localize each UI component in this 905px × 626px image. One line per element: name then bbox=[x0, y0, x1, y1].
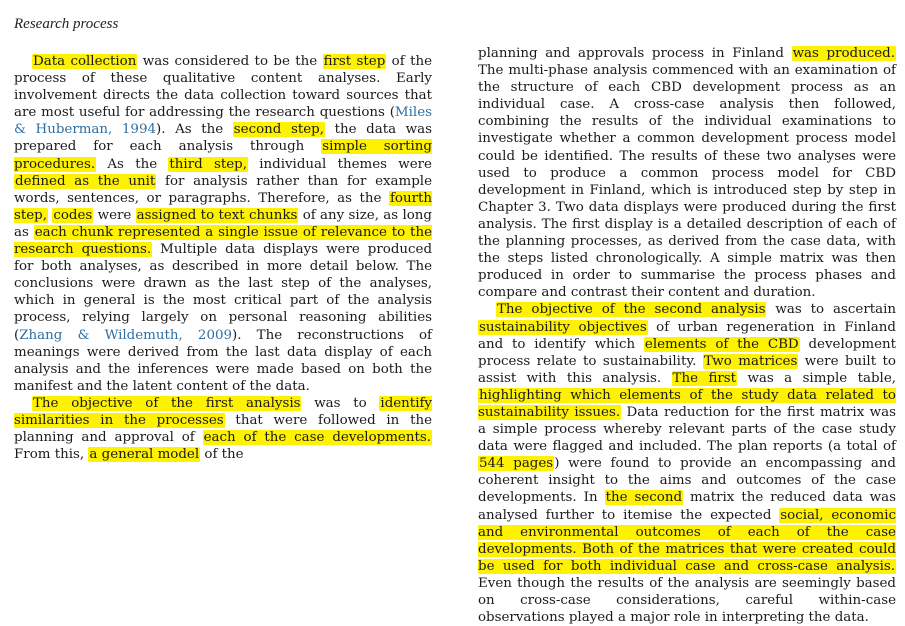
body-text: matrix the reduced data was analysed further to itemise the expected bbox=[478, 490, 896, 523]
highlighted-text: Data collection bbox=[33, 54, 137, 69]
body-text: was to bbox=[301, 395, 380, 411]
highlighted-text: sustainability objectives bbox=[479, 319, 647, 335]
body-text: of any size, as long as bbox=[14, 207, 432, 240]
body-text: were bbox=[93, 207, 136, 223]
highlighted-text: identify similarities in the processes bbox=[14, 395, 432, 428]
highlighted-text: was produced. bbox=[792, 46, 895, 61]
body-text: for analysis rather than for example words, sentences, or paragraphs. Therefore, as the bbox=[14, 173, 433, 206]
highlighted-text: social, economic and environmental outcomes of each of the case developments. Both of the matrices that were created could be used for both individual case and cross-case analysis. bbox=[478, 507, 896, 574]
highlighted-text: defined as the unit bbox=[15, 173, 156, 189]
highlighted-text: The objective of the first analysis bbox=[33, 395, 301, 411]
highlighted-text: a general model bbox=[89, 447, 200, 463]
highlighted-text: fourth step, bbox=[14, 190, 432, 223]
citation-link[interactable]: Zhang & Wildemuth, 2009 bbox=[19, 327, 233, 343]
body-text: As the bbox=[96, 156, 169, 172]
body-text: of urban regeneration in Finland and to identify which bbox=[478, 319, 896, 352]
body-text: The multi-phase analysis commenced with an examination of the structure of each CBD development process as an individual case. A cross-case analysis then followed, combining the results of the individual examinations to investigate whether a common development process model could be identified. The results of these two analyses were used to produce a common process model for CBD development in Finland, which is introduced step by step in Chapter 3. Two data displays were produced during the first analysis. The first display is a detailed description of each of the planning processes, as derived from the case data, with the steps listed chronologically. A simple matrix was then produced in order to summarise the process phases and compare and contrast their content and duration. bbox=[478, 63, 896, 301]
highlighted-text: each chunk represented a single issue of relevance to the research questions. bbox=[14, 224, 432, 258]
highlighted-text: highlighting which elements of the study data related to sustainability issues. bbox=[478, 387, 896, 420]
body-text: ). The reconstructions of meanings were derived from the last data display of each analysis and the inferences were made based on both the manifest and the latent content of the data. bbox=[14, 327, 432, 394]
paragraph-second-analysis bbox=[478, 301, 896, 626]
body-text: was considered to be the bbox=[137, 54, 323, 69]
right-column bbox=[478, 45, 896, 626]
highlighted-text: the second bbox=[605, 490, 683, 506]
body-text: Data reduction for the first matrix was a simple process whereby relevant parts of the case study data were flagged and included. The plan reports (a total of bbox=[478, 404, 896, 455]
highlighted-text: elements of the CBD bbox=[644, 336, 799, 352]
highlighted-text: assigned to text chunks bbox=[136, 207, 298, 223]
body-text: ). As the bbox=[156, 122, 233, 138]
highlighted-text: Two matrices bbox=[703, 353, 798, 369]
body-text: development process relate to sustainability. bbox=[478, 336, 897, 369]
highlighted-text: third step, bbox=[169, 156, 247, 172]
highlighted-text: first step bbox=[323, 54, 386, 69]
body-text: ) were found to provide an encompassing and coherent insight to the aims and outcomes of the case developments. In bbox=[478, 456, 896, 506]
body-text: were built to assist with this analysis. bbox=[478, 353, 896, 386]
paragraph-first-analysis bbox=[14, 395, 432, 463]
highlighted-text: simple sorting procedures. bbox=[14, 139, 432, 172]
body-text: the data was prepared for each analysis through bbox=[14, 122, 432, 155]
body-text: From this, bbox=[14, 447, 89, 463]
body-text: Multiple data displays were produced for both analyses, as described in more detail below. The conclusions were drawn as the last step of the analyses, which in general is the most critical part of the analysis process, relying largely on personal reasoning abilities ( bbox=[14, 242, 433, 343]
highlighted-text: The objective of the second analysis bbox=[497, 302, 766, 318]
body-text: that were followed in the planning and approval of bbox=[14, 412, 432, 446]
paragraph-process-model bbox=[478, 45, 896, 301]
highlighted-text: The first bbox=[672, 370, 737, 386]
body-text: was a simple table, bbox=[737, 370, 897, 386]
body-text: planning and approvals process in Finland bbox=[478, 46, 792, 61]
body-text: individual themes were bbox=[247, 156, 432, 172]
body-text: was to ascertain bbox=[766, 302, 896, 318]
highlighted-text: second step, bbox=[233, 122, 324, 138]
body-text: of the bbox=[200, 447, 244, 463]
body-text: of the process of these qualitative content analyses. Early involvement directs the data collection toward sources that are most useful for addressing the research questions ( bbox=[14, 54, 433, 121]
citation-link[interactable]: Miles & Huberman, 1994 bbox=[14, 105, 432, 138]
highlighted-text: each of the case developments. bbox=[203, 430, 431, 446]
highlighted-text: codes bbox=[53, 207, 93, 223]
paragraph-data-collection bbox=[14, 53, 432, 395]
left-column bbox=[14, 53, 432, 463]
body-text: Even though the results of the analysis are seemingly based on cross-case considerations, careful within-case observations played a major role in interpreting the data. bbox=[478, 575, 896, 626]
section-heading: Research process bbox=[14, 16, 119, 32]
highlighted-text: 544 pages bbox=[479, 456, 554, 472]
